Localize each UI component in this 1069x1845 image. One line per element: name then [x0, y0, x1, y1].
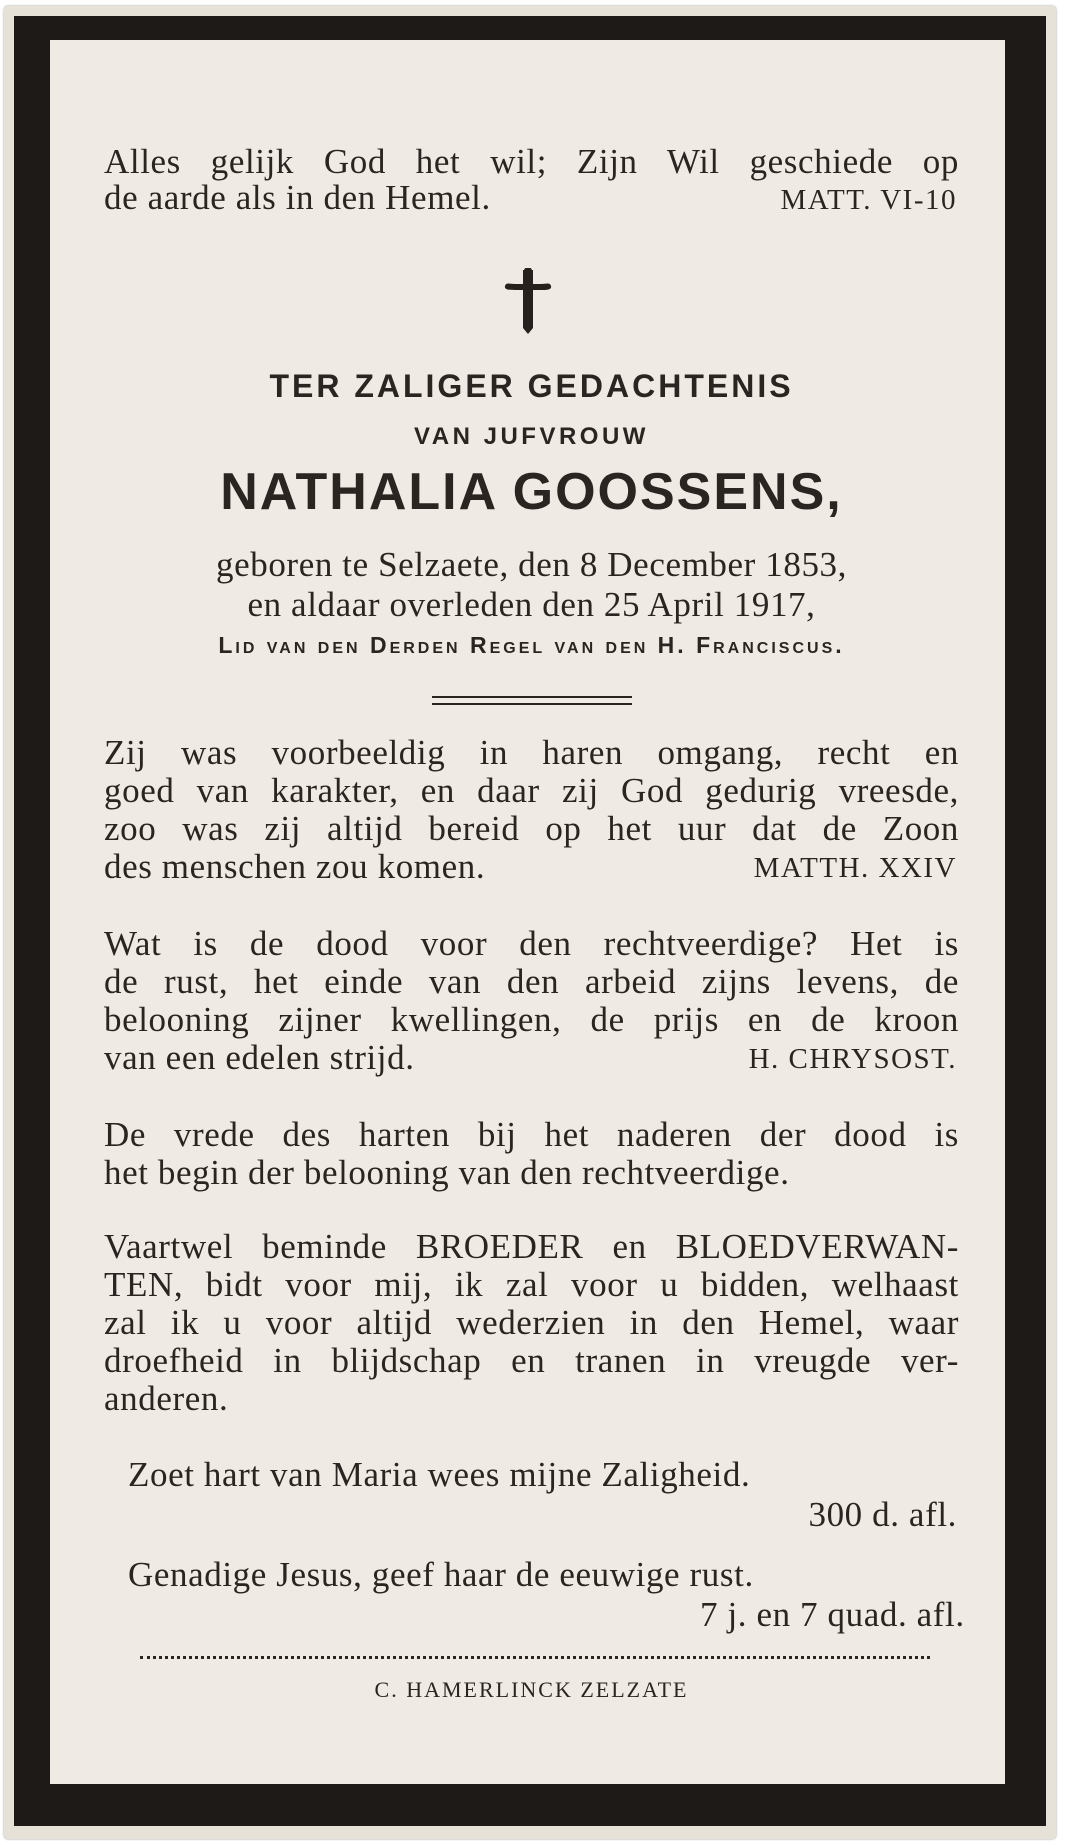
birth-line: geboren te Selzaete, den 8 December 1853, — [216, 545, 847, 584]
divider-top — [432, 696, 632, 698]
paragraph-4-line-3: zal ik u voor altijd wederzien in den Hemel, waar — [104, 1303, 959, 1342]
paragraph-1-reference: MATTH. XXIV — [753, 852, 957, 884]
paragraph-1-line-3: zoo was zij altijd bereid op het uur dat de Zoon — [104, 809, 959, 848]
paragraph-3-line-1: De vrede des harten bij het naderen der dood is — [104, 1115, 959, 1154]
prayer-2-text: Genadige Jesus, geef haar de eeuwige rust. — [128, 1555, 754, 1594]
paragraph-2-line-2: de rust, het einde van den arbeid zijns levens, de — [104, 962, 959, 1001]
epigraph-line-1: Alles gelijk God het wil; Zijn Wil geschiede op — [104, 142, 959, 181]
printer-imprint: C. HAMERLINCK ZELZATE — [374, 1677, 689, 1702]
heading-miss: VAN JUFVROUW — [414, 423, 649, 450]
paragraph-3-line-2: het begin der belooning van den rechtveerdige. — [104, 1153, 790, 1192]
epigraph-line-2: de aarde als in den Hemel. — [104, 178, 491, 217]
paragraph-2-line-4: van een edelen strijd. — [104, 1038, 415, 1077]
paragraph-1-line-2: goed van karakter, en daar zij God gedurig vreesde, — [104, 771, 959, 810]
paragraph-2-line-1: Wat is de dood voor den rechtveerdige? Het is — [104, 924, 959, 963]
printer-rule — [140, 1656, 930, 1659]
paragraph-1-line-4: des menschen zou komen. — [104, 847, 486, 886]
paragraph-1-line-1: Zij was voorbeeldig in haren omgang, recht en — [104, 733, 959, 772]
death-line: en aldaar overleden den 25 April 1917, — [247, 585, 816, 624]
membership-line: Lid van den Derden Regel van den H. Franciscus. — [218, 632, 845, 658]
paragraph-2-reference: H. CHRYSOST. — [748, 1043, 957, 1075]
prayer-1-indulgence: 300 d. afl. — [808, 1495, 957, 1534]
prayer-2-indulgence: 7 j. en 7 quad. afl. — [700, 1595, 965, 1634]
prayer-1-text: Zoet hart van Maria wees mijne Zaligheid. — [128, 1455, 751, 1494]
paragraph-4-line-2: TEN, bidt voor mij, ik zal voor u bidden, welhaast — [104, 1265, 959, 1304]
divider-bottom — [432, 703, 632, 705]
epigraph-reference: MATT. VI-10 — [780, 184, 957, 216]
paragraph-4-line-4: droefheid in blijdschap en tranen in vreugde ver- — [104, 1341, 959, 1380]
paragraph-4-line-1: Vaartwel beminde BROEDER en BLOEDVERWAN- — [104, 1227, 959, 1266]
heading-in-memory: TER ZALIGER GEDACHTENIS — [269, 368, 794, 404]
deceased-name: NATHALIA GOOSSENS, — [220, 463, 843, 521]
cross-icon — [503, 268, 553, 334]
paragraph-2-line-3: belooning zijner kwellingen, de prijs en de kroon — [104, 1000, 959, 1039]
paragraph-4-line-5: anderen. — [104, 1379, 229, 1418]
